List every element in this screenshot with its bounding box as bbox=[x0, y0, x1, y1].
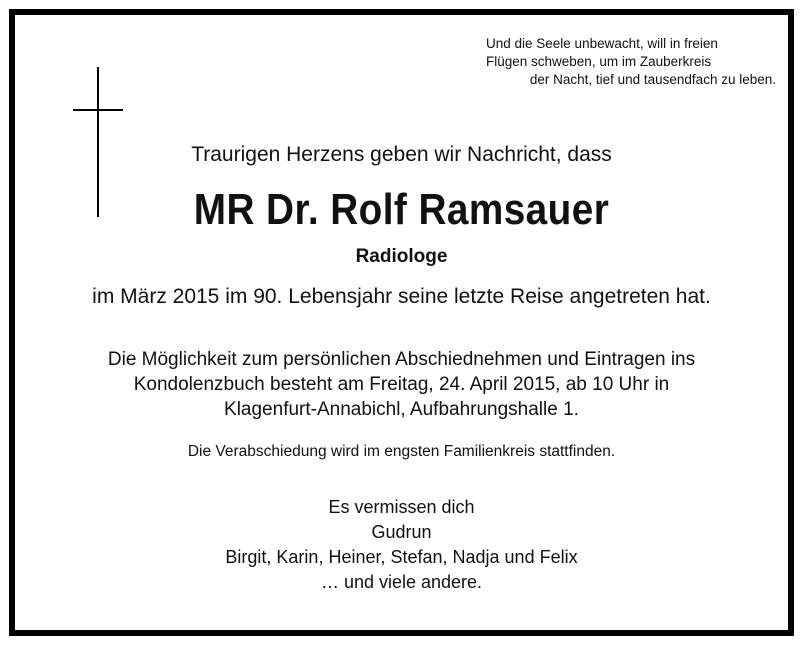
deceased-name: MR Dr. Rolf Ramsauer bbox=[193, 185, 610, 234]
cross-horizontal-bar bbox=[73, 109, 123, 111]
mourners bbox=[15, 495, 788, 595]
private-ceremony-note: Die Verabschiedung wird im engsten Familienkreis stattfinden. bbox=[187, 443, 616, 460]
mourners-line-2: Gudrun bbox=[371, 522, 432, 542]
mourners-line-1: Es vermissen dich bbox=[328, 497, 475, 517]
motto-line-2: Flügen schweben, um im Zauberkreis bbox=[486, 54, 712, 69]
farewell-info-line-3: Klagenfurt-Annabichl, Aufbahrungshalle 1. bbox=[224, 399, 579, 420]
motto-line-3: der Nacht, tief und tausendfach zu leben. bbox=[529, 72, 776, 87]
farewell-info-line-2: Kondolenzbuch besteht am Freitag, 24. April 2015, ab 10 Uhr in bbox=[133, 374, 670, 395]
mourners-line-4: … und viele andere. bbox=[320, 572, 483, 592]
death-notice: im März 2015 im 90. Lebensjahr seine letzte Reise angetreten hat. bbox=[92, 285, 711, 308]
mourners-line-3: Birgit, Karin, Heiner, Stefan, Nadja und Felix bbox=[225, 547, 578, 567]
motto-line-1: Und die Seele unbewacht, will in freien bbox=[486, 36, 718, 51]
intro-text: Traurigen Herzens geben wir Nachricht, dass bbox=[191, 143, 612, 166]
motto-quote bbox=[486, 35, 776, 89]
farewell-info-line-1: Die Möglichkeit zum persönlichen Abschiednehmen und Eintragen ins bbox=[107, 349, 696, 370]
profession: Radiologe bbox=[355, 246, 448, 267]
farewell-info bbox=[15, 347, 788, 422]
obituary-notice bbox=[9, 9, 794, 636]
